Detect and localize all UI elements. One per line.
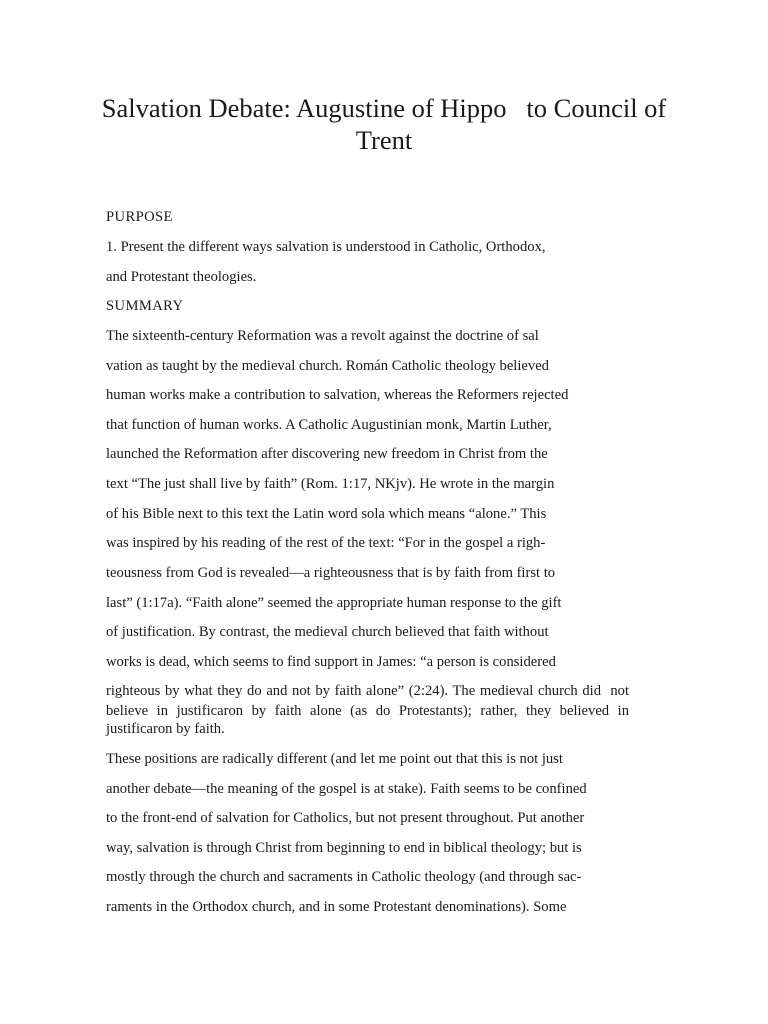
summary-line: of justification. By contrast, the medieval church believed that faith without	[106, 624, 549, 640]
summary-line: text “The just shall live by faith” (Rom. 1:17, NKjv). He wrote in the margin	[106, 476, 555, 492]
paragraph-line: These positions are radically different (and let me point out that this is not just	[106, 751, 563, 767]
summary-line: The sixteenth-century Reformation was a revolt against the doctrine of sal	[106, 328, 539, 344]
summary-line: human works make a contribution to salvation, whereas the Reformers rejected	[106, 387, 569, 403]
summary-line: last” (1:17a). “Faith alone” seemed the appropriate human response to the gift	[106, 595, 562, 611]
summary-line: justificaron by faith.	[106, 721, 225, 737]
paragraph-line: to the front-end of salvation for Catholics, but not present throughout. Put another	[106, 810, 585, 826]
paragraph-line: another debate—the meaning of the gospel is at stake). Faith seems to be confined	[106, 781, 587, 797]
document-title-line-2: Trent	[355, 125, 413, 155]
summary-line: vation as taught by the medieval church. Román Catholic theology believed	[106, 358, 549, 374]
summary-line: works is dead, which seems to find support in James: “a person is considered	[106, 654, 556, 670]
purpose-line: and Protestant theologies.	[106, 269, 257, 285]
summary-line: righteous by what they do and not by faith alone” (2:24). The medieval church did not	[106, 683, 629, 699]
purpose-line: 1. Present the different ways salvation is understood in Catholic, Orthodox,	[106, 239, 546, 255]
summary-heading: SUMMARY	[106, 298, 184, 314]
purpose-heading: PURPOSE	[106, 209, 173, 225]
summary-line: believe in justificaron by faith alone (as do Protestants); rather, they believed in	[106, 703, 629, 719]
summary-line: launched the Reformation after discovering new freedom in Christ from the	[106, 446, 548, 462]
summary-line: that function of human works. A Catholic Augustinian monk, Martin Luther,	[106, 417, 552, 433]
summary-line: teousness from God is revealed—a righteousness that is by faith from first to	[106, 565, 556, 581]
paragraph-line: raments in the Orthodox church, and in some Protestant denominations). Some	[106, 899, 567, 915]
summary-line: was inspired by his reading of the rest of the text: “For in the gospel a righ-	[106, 535, 546, 551]
paragraph-line: mostly through the church and sacraments in Catholic theology (and through sac-	[106, 869, 582, 885]
summary-line: of his Bible next to this text the Latin word sola which means “alone.” This	[106, 506, 547, 522]
paragraph-line: way, salvation is through Christ from beginning to end in biblical theology; but is	[106, 840, 582, 856]
document-title-line-1: Salvation Debate: Augustine of Hippo to Council of	[101, 93, 667, 123]
